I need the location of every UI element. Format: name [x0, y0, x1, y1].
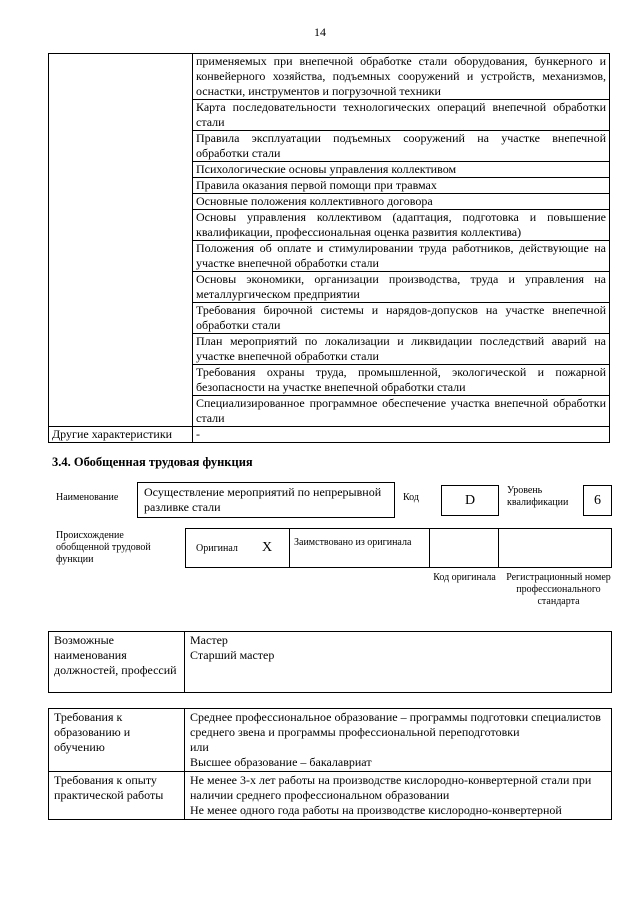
table-row	[49, 772, 612, 820]
registration-number-label: Регистрационный номер профессионального стандарта	[506, 572, 611, 607]
table-row	[49, 632, 612, 693]
divider	[289, 529, 290, 567]
origin-row	[185, 528, 612, 568]
knowledge-item: Основные положения коллективного договора	[193, 194, 610, 210]
positions-table	[48, 631, 612, 693]
position-item: Мастер	[190, 633, 228, 647]
requirements-table	[48, 708, 612, 820]
education-item: или	[190, 740, 209, 754]
original-label: Оригинал	[196, 543, 238, 554]
knowledge-item: Основы экономики, организации производства, труда и управления на металлургическом предприятии	[193, 272, 610, 303]
experience-label: Требования к опыту практической работы	[49, 772, 185, 820]
level-value: 6	[583, 485, 612, 516]
knowledge-item: Требования бирочной системы и нарядов-допусков на участке внепечной обработки стали	[193, 303, 610, 334]
experience-item: Не менее одного года работы на производстве кислородно-конвертерной	[190, 803, 562, 817]
original-mark: X	[262, 540, 273, 555]
knowledge-table	[48, 53, 610, 443]
table-row	[49, 54, 610, 100]
origin-label: Происхождение обобщенной трудовой функции	[56, 530, 151, 565]
experience-item: Не менее 3-х лет работы на производстве кислородно-конвертерной стали при наличии среднего профессиональном образовании	[190, 773, 592, 802]
table-row	[49, 709, 612, 772]
code-original-label: Код оригинала	[433, 572, 496, 583]
knowledge-item: Основы управления коллективом (адаптация, подготовка и повышение квалификации, профессиональная оценка развития коллектива)	[193, 210, 610, 241]
name-label: Наименование	[56, 492, 119, 503]
education-label: Требования к образованию и обучению	[49, 709, 185, 772]
knowledge-item: Требования охраны труда, промышленной, экологической и пожарной безопасности на участке внепечной обработки стали	[193, 365, 610, 396]
knowledge-item: Специализированное программное обеспечение участка внепечной обработки стали	[193, 396, 610, 427]
education-item: Высшее образование – бакалавриат	[190, 755, 372, 769]
divider	[429, 529, 430, 567]
positions-label: Возможные наименования должностей, профессий	[49, 632, 185, 693]
knowledge-item: Психологические основы управления коллективом	[193, 162, 610, 178]
page-number: 14	[314, 25, 326, 39]
other-characteristics-value: -	[193, 427, 610, 443]
position-item: Старший мастер	[190, 648, 275, 662]
knowledge-item: Положения об оплате и стимулировании труда работников, действующие на участке внепечной обработки стали	[193, 241, 610, 272]
level-label: Уровень квалификации	[507, 485, 569, 508]
divider	[498, 529, 499, 567]
knowledge-item: Правила оказания первой помощи при травмах	[193, 178, 610, 194]
knowledge-item: План мероприятий по локализации и ликвидации последствий аварий на участке внепечной обработки стали	[193, 334, 610, 365]
table-row	[49, 427, 610, 443]
education-values	[185, 709, 612, 772]
label-cell-empty	[49, 54, 193, 427]
borrowed-label: Заимствовано из оригинала	[294, 537, 412, 548]
experience-values	[185, 772, 612, 820]
code-value: D	[441, 485, 499, 516]
section-title: 3.4. Обобщенная трудовая функция	[52, 455, 253, 469]
name-value: Осуществление мероприятий по непрерывной разливке стали	[137, 482, 395, 518]
knowledge-item: Карта последовательности технологических операций внепечной обработки стали	[193, 100, 610, 131]
knowledge-item: применяемых при внепечной обработке стали оборудования, бункерного и конвейерного хозяйства, подъемных сооружений и устройств, механизмов, оснастки, инструментов и погрузочной техники	[193, 54, 610, 100]
other-characteristics-label: Другие характеристики	[49, 427, 193, 443]
knowledge-item: Правила эксплуатации подъемных сооружений на участке внепечной обработки стали	[193, 131, 610, 162]
education-item: Среднее профессиональное образование – программы подготовки специалистов среднего звена и программы профессиональной переподготовки	[190, 710, 601, 739]
positions-values	[185, 632, 612, 693]
code-label: Код	[403, 492, 419, 503]
